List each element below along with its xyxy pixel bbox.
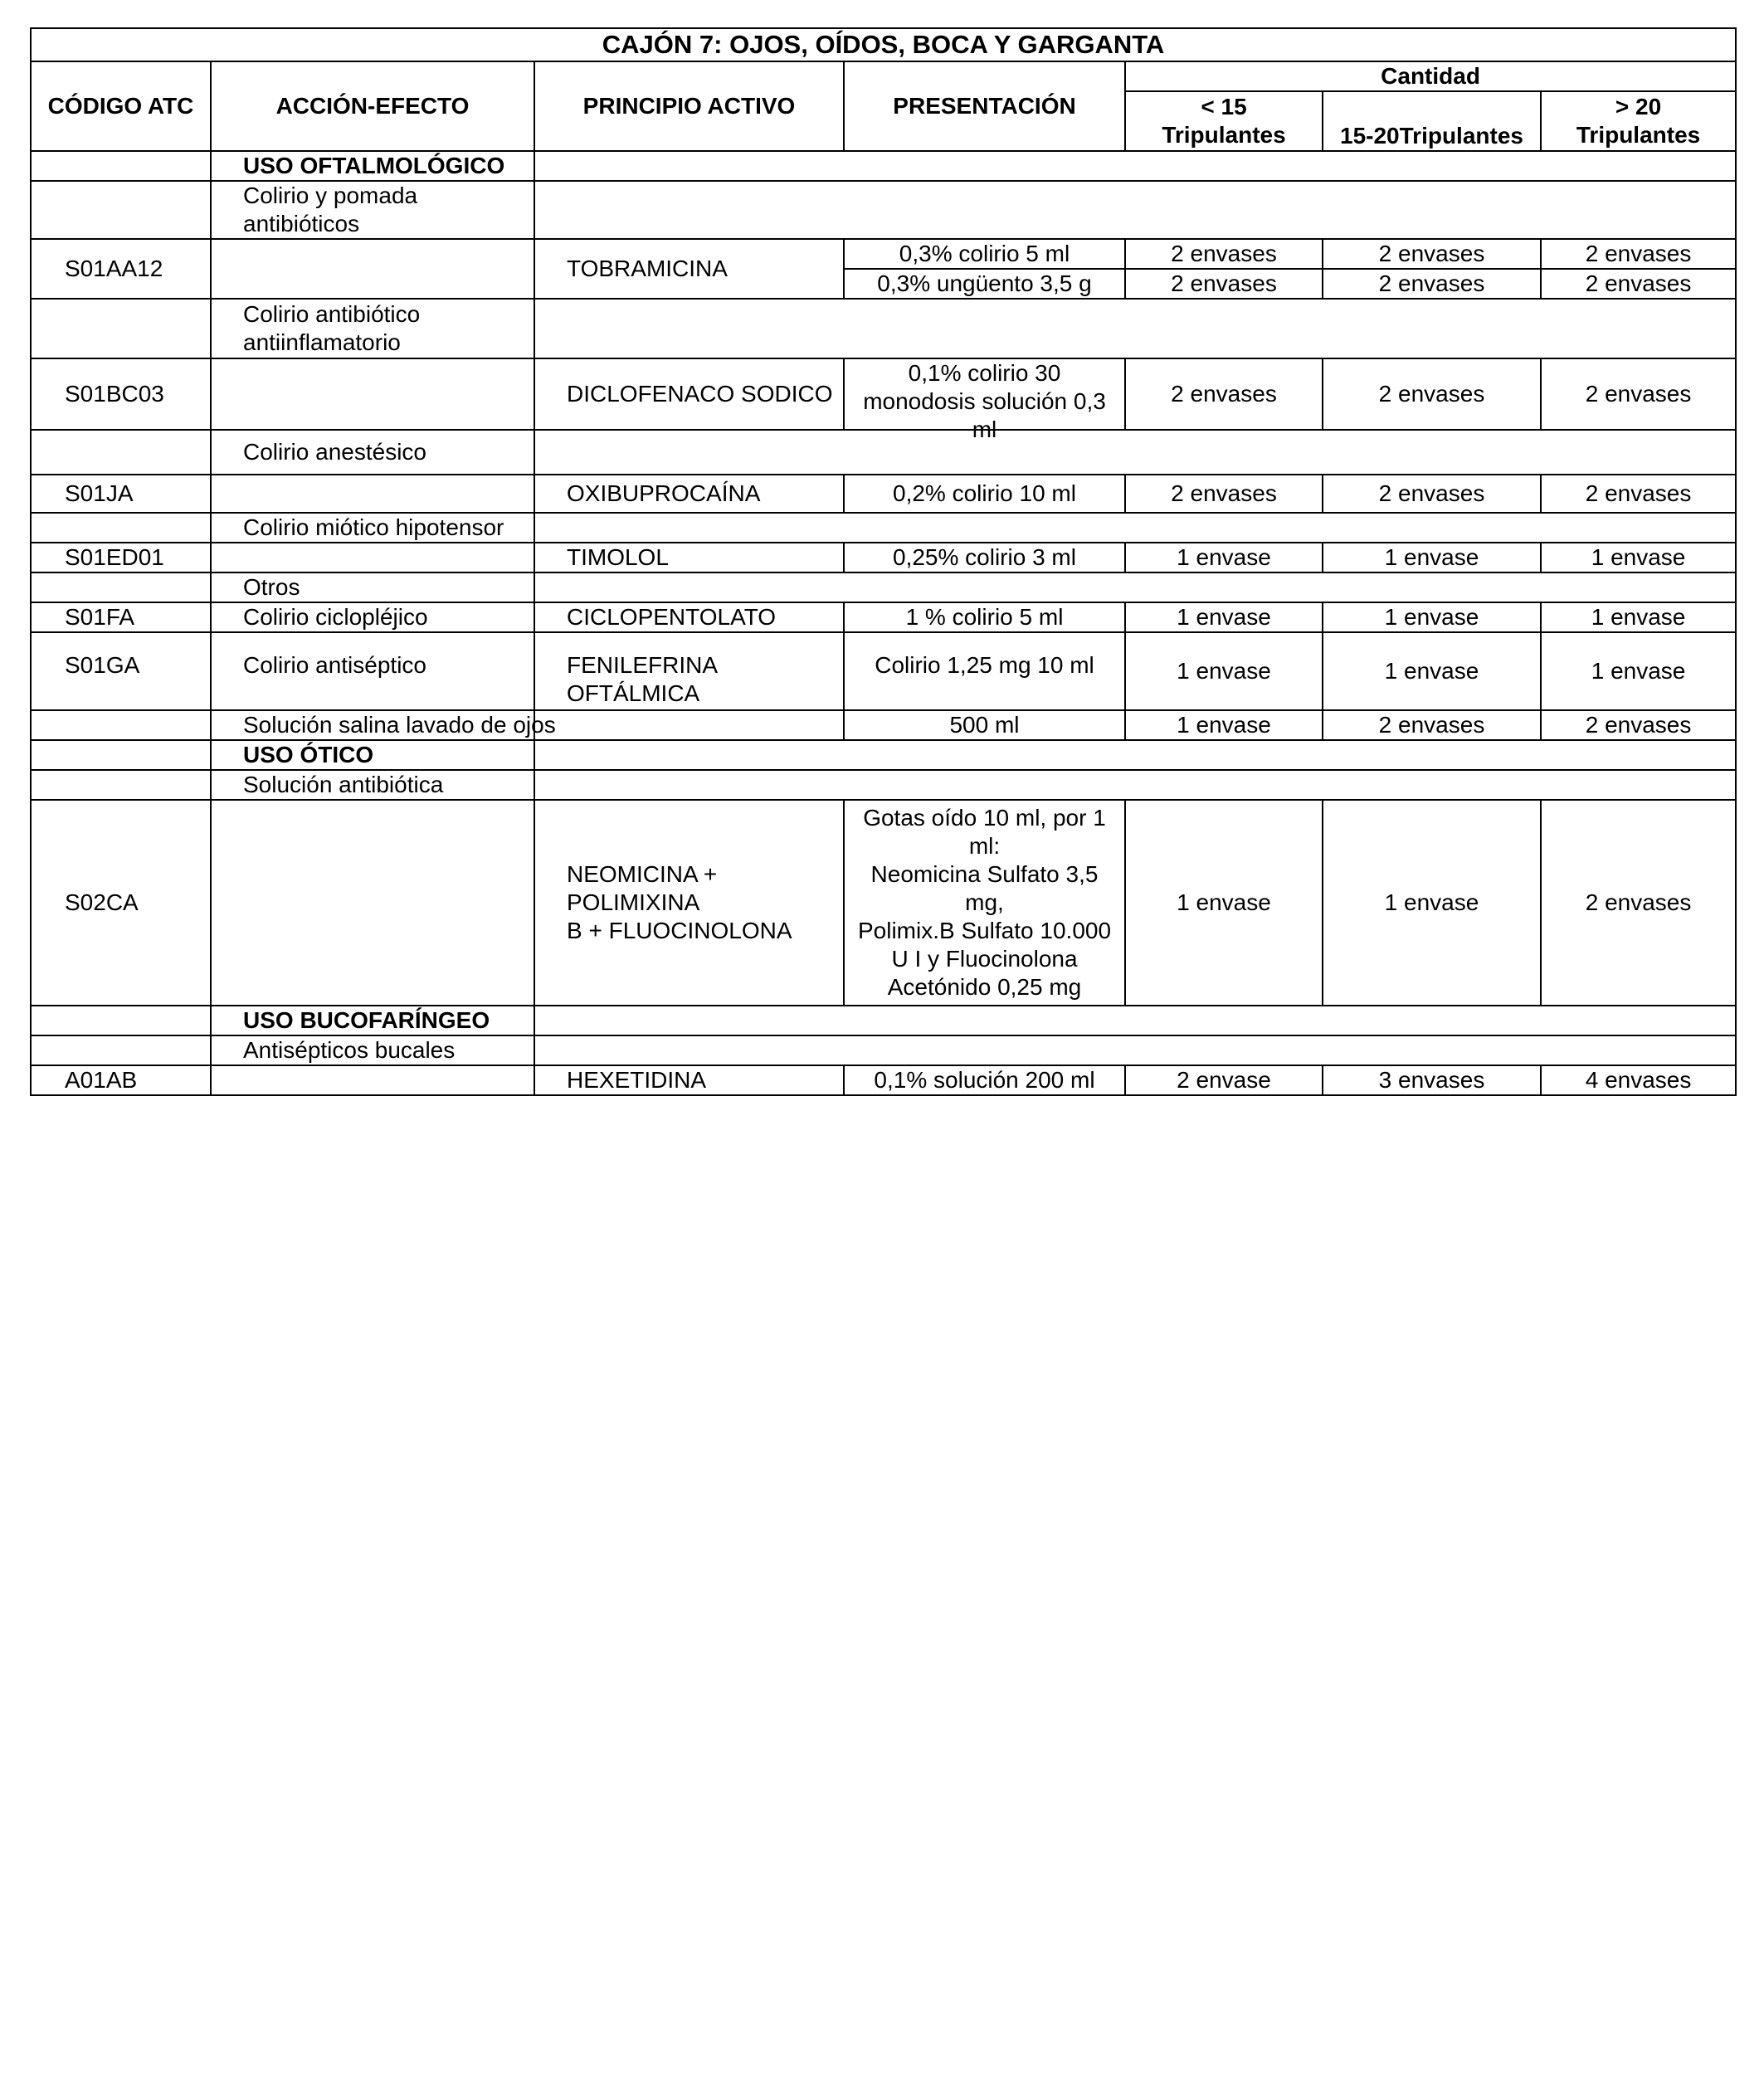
header-menos-15: < 15 Tripulantes (1125, 91, 1323, 151)
qty-15-20: 2 envases (1323, 710, 1541, 740)
medication-table-container (30, 27, 1735, 1096)
qty-menos-15: 1 envase (1125, 602, 1323, 632)
qty-mas-20: 2 envases (1541, 710, 1736, 740)
qty-15-20: 2 envases (1323, 475, 1541, 513)
header-codigo-atc: CÓDIGO ATC (31, 61, 211, 151)
subsection-colirio-pomada: Colirio y pomada antibióticos (211, 181, 534, 239)
qty-mas-20: 2 envases (1541, 358, 1736, 430)
subsection-colirio-antiinflamatorio: Colirio antibiótico antiinflamatorio (211, 299, 534, 358)
cell-empty (534, 513, 1736, 543)
qty-mas-20: 4 envases (1541, 1065, 1736, 1095)
qty-mas-20: 2 envases (1541, 269, 1736, 299)
cell-empty (534, 710, 844, 740)
subsection-antisepticos-bucales: Antisépticos bucales (211, 1035, 534, 1065)
qty-15-20: 2 envases (1323, 269, 1541, 299)
accion-efecto: Colirio antiséptico (211, 632, 534, 710)
qty-mas-20: 1 envase (1541, 543, 1736, 572)
qty-menos-15: 2 envases (1125, 269, 1323, 299)
principio-activo: NEOMICINA + POLIMIXINA B + FLUOCINOLONA (534, 800, 844, 1006)
presentacion: 0,25% colirio 3 ml (844, 543, 1125, 572)
qty-15-20: 1 envase (1323, 632, 1541, 710)
cell-empty (31, 1035, 211, 1065)
cell-empty (534, 572, 1736, 602)
header-cantidad: Cantidad (1125, 61, 1736, 91)
principio-activo: DICLOFENACO SODICO (534, 358, 844, 430)
header-accion-efecto: ACCIÓN-EFECTO (211, 61, 534, 151)
qty-mas-20: 1 envase (1541, 602, 1736, 632)
cell-empty (31, 740, 211, 770)
cell-empty (31, 710, 211, 740)
cell-empty (211, 543, 534, 572)
qty-menos-15: 1 envase (1125, 710, 1323, 740)
cell-empty (31, 1006, 211, 1035)
cell-empty (31, 299, 211, 358)
atc-code: A01AB (31, 1065, 211, 1095)
subsection-colirio-miotico: Colirio miótico hipotensor (211, 513, 534, 543)
presentacion: Gotas oído 10 ml, por 1 ml: Neomicina Sulfato 3,5 mg, Polimix.B Sulfato 10.000 U I y Fluocinolona Acetónido 0,25 mg (844, 800, 1125, 1006)
section-uso-bucofaringeo: USO BUCOFARÍNGEO (211, 1006, 534, 1035)
presentacion: 0,3% colirio 5 ml (844, 239, 1125, 269)
section-uso-otico: USO ÓTICO (211, 740, 534, 770)
qty-menos-15: 2 envases (1125, 358, 1323, 430)
atc-code: S01ED01 (31, 543, 211, 572)
cell-empty (31, 572, 211, 602)
cell-empty (211, 358, 534, 430)
atc-code: S02CA (31, 800, 211, 1006)
presentacion: 0,1% solución 200 ml (844, 1065, 1125, 1095)
qty-15-20: 2 envases (1323, 239, 1541, 269)
medication-table (30, 27, 1737, 1096)
subsection-otros: Otros (211, 572, 534, 602)
principio-activo: HEXETIDINA (534, 1065, 844, 1095)
accion-efecto: Solución salina lavado de ojos (211, 710, 534, 740)
presentacion: Colirio 1,25 mg 10 ml (844, 632, 1125, 710)
qty-mas-20: 1 envase (1541, 632, 1736, 710)
cell-empty (534, 430, 1736, 475)
cell-empty (31, 770, 211, 800)
header-mas-20: > 20 Tripulantes (1541, 91, 1736, 151)
cell-empty (211, 1065, 534, 1095)
qty-mas-20: 2 envases (1541, 800, 1736, 1006)
principio-activo: FENILEFRINA OFTÁLMICA (534, 632, 844, 710)
presentacion: 0,2% colirio 10 ml (844, 475, 1125, 513)
atc-code: S01BC03 (31, 358, 211, 430)
qty-mas-20: 2 envases (1541, 239, 1736, 269)
cell-empty (211, 239, 534, 299)
principio-activo: CICLOPENTOLATO (534, 602, 844, 632)
accion-efecto: Colirio ciclopléjico (211, 602, 534, 632)
atc-code: S01FA (31, 602, 211, 632)
atc-code: S01JA (31, 475, 211, 513)
cell-empty (31, 513, 211, 543)
qty-15-20: 3 envases (1323, 1065, 1541, 1095)
qty-menos-15: 2 envases (1125, 475, 1323, 513)
atc-code: S01AA12 (31, 239, 211, 299)
table-title: CAJÓN 7: OJOS, OÍDOS, BOCA Y GARGANTA (31, 28, 1736, 61)
qty-mas-20: 2 envases (1541, 475, 1736, 513)
cell-empty (534, 1035, 1736, 1065)
qty-menos-15: 2 envase (1125, 1065, 1323, 1095)
header-principio-activo: PRINCIPIO ACTIVO (534, 61, 844, 151)
qty-menos-15: 2 envases (1125, 239, 1323, 269)
cell-empty (31, 151, 211, 181)
cell-empty (534, 151, 1736, 181)
header-15-20: 15-20Tripulantes (1323, 91, 1541, 151)
cell-empty (534, 181, 1736, 239)
presentacion: 0,1% colirio 30 monodosis solución 0,3 ml (863, 360, 1106, 442)
qty-menos-15: 1 envase (1125, 800, 1323, 1006)
cell-empty (211, 800, 534, 1006)
presentacion: 1 % colirio 5 ml (844, 602, 1125, 632)
subsection-solucion-antibiotica: Solución antibiótica (211, 770, 534, 800)
cell-empty (534, 299, 1736, 358)
principio-activo: TIMOLOL (534, 543, 844, 572)
presentacion: 500 ml (844, 710, 1125, 740)
presentacion: 0,3% ungüento 3,5 g (844, 269, 1125, 299)
section-uso-oftalmologico: USO OFTALMOLÓGICO (211, 151, 534, 181)
cell-empty (31, 181, 211, 239)
header-presentacion: PRESENTACIÓN (844, 61, 1125, 151)
qty-15-20: 2 envases (1323, 358, 1541, 430)
atc-code: S01GA (31, 632, 211, 710)
qty-menos-15: 1 envase (1125, 543, 1323, 572)
qty-15-20: 1 envase (1323, 543, 1541, 572)
qty-15-20: 1 envase (1323, 800, 1541, 1006)
qty-menos-15: 1 envase (1125, 632, 1323, 710)
principio-activo: TOBRAMICINA (534, 239, 844, 299)
cell-empty (211, 475, 534, 513)
cell-empty (31, 430, 211, 475)
cell-empty (534, 1006, 1736, 1035)
subsection-colirio-anestesico: Colirio anestésico (211, 430, 534, 475)
cell-empty (534, 770, 1736, 800)
qty-15-20: 1 envase (1323, 602, 1541, 632)
cell-empty (534, 740, 1736, 770)
principio-activo: OXIBUPROCAÍNA (534, 475, 844, 513)
